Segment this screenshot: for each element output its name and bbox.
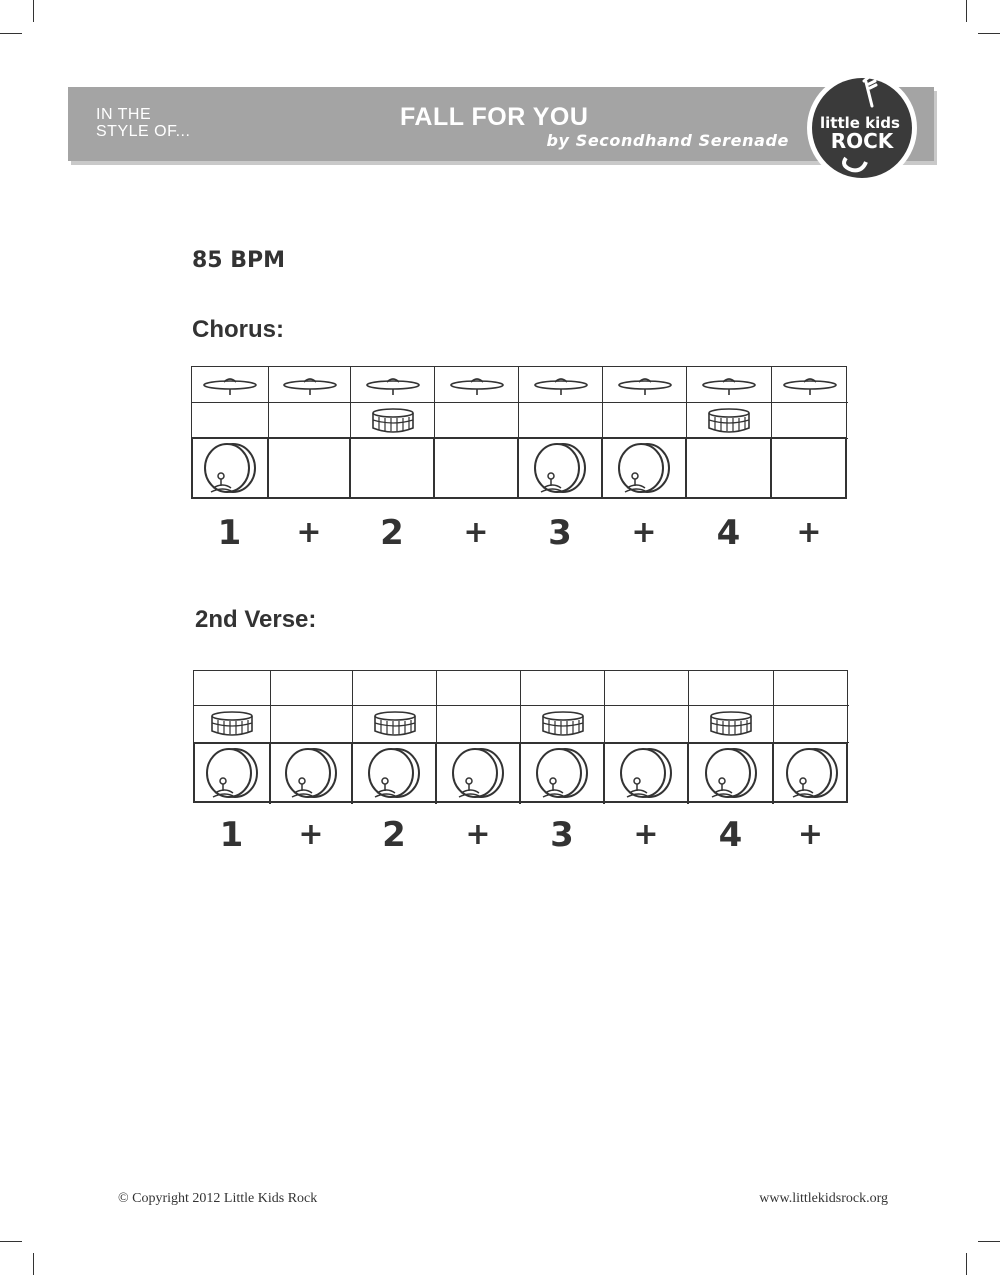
beat-count: 3 xyxy=(550,815,574,855)
crop-mark xyxy=(0,1241,22,1242)
snare-cell xyxy=(192,403,269,439)
bass-drum-icon xyxy=(615,442,673,496)
cymbal-icon xyxy=(617,374,673,396)
website-url: www.littlekidsrock.org xyxy=(759,1191,888,1206)
cymbal-cell xyxy=(603,367,687,403)
in-the-style-of-label: IN THE STYLE OF... xyxy=(96,106,191,140)
and-count: + xyxy=(796,515,822,550)
crop-mark xyxy=(0,33,22,34)
cymbal-icon xyxy=(701,374,757,396)
title-banner xyxy=(68,87,934,161)
logo-text-little-kids: little kids xyxy=(820,114,900,132)
chorus-beat-grid xyxy=(191,366,847,499)
snare-drum-icon xyxy=(707,407,751,435)
bass-drum-icon xyxy=(449,747,507,801)
cymbal-cell xyxy=(605,671,689,706)
kick-cell xyxy=(772,439,848,498)
beat-count: 2 xyxy=(382,815,406,855)
kick-cell xyxy=(687,439,772,498)
kick-cell xyxy=(603,439,687,498)
tempo-label: 85 BPM xyxy=(192,248,286,273)
crop-mark xyxy=(978,33,1000,34)
beat-count: 2 xyxy=(380,513,404,553)
cymbal-cell xyxy=(271,671,353,706)
cymbal-cell xyxy=(269,367,351,403)
beat-count: 4 xyxy=(718,815,743,855)
kick-cell xyxy=(521,743,605,804)
cymbal-cell xyxy=(689,671,774,706)
copyright-notice: © Copyright 2012 Little Kids Rock xyxy=(118,1191,318,1206)
cymbal-icon xyxy=(282,374,338,396)
bass-drum-icon xyxy=(617,747,675,801)
and-count: + xyxy=(631,515,657,550)
second-verse-beat-counts xyxy=(193,815,848,855)
snare-cell xyxy=(194,706,271,743)
beat-count: 1 xyxy=(219,815,244,855)
crop-mark xyxy=(966,0,967,22)
snare-cell xyxy=(605,706,689,743)
cymbal-cell xyxy=(353,671,437,706)
and-count: + xyxy=(465,817,491,852)
kick-cell xyxy=(271,743,353,804)
cymbal-cell xyxy=(521,671,605,706)
cymbal-cell xyxy=(774,671,849,706)
kick-cell xyxy=(437,743,521,804)
cymbal-icon xyxy=(365,374,421,396)
snare-cell xyxy=(774,706,849,743)
beat-count: 1 xyxy=(217,513,242,553)
snare-drum-icon xyxy=(373,710,417,738)
kick-cell xyxy=(192,439,269,498)
cymbal-cell xyxy=(192,367,269,403)
chorus-title: Chorus: xyxy=(192,316,284,343)
cymbal-cell xyxy=(351,367,435,403)
beat-count: 4 xyxy=(716,513,741,553)
snare-drum-icon xyxy=(541,710,585,738)
artist-name: by Secondhand Serenade xyxy=(546,131,789,150)
snare-cell xyxy=(435,403,519,439)
cymbal-cell xyxy=(687,367,772,403)
and-count: + xyxy=(296,515,322,550)
snare-drum-icon xyxy=(371,407,415,435)
snare-cell xyxy=(353,706,437,743)
and-count: + xyxy=(633,817,659,852)
kick-cell xyxy=(351,439,435,498)
snare-cell xyxy=(437,706,521,743)
song-title: FALL FOR YOU xyxy=(400,103,589,131)
cymbal-icon xyxy=(202,374,258,396)
cymbal-icon xyxy=(782,374,838,396)
snare-cell xyxy=(603,403,687,439)
cymbal-cell xyxy=(435,367,519,403)
cymbal-cell xyxy=(519,367,603,403)
bass-drum-icon xyxy=(533,747,591,801)
snare-drum-icon xyxy=(709,710,753,738)
crop-mark xyxy=(966,1253,967,1275)
and-count: + xyxy=(797,817,824,852)
kick-cell xyxy=(774,743,849,804)
chorus-beat-counts xyxy=(191,513,847,553)
second-verse-title: 2nd Verse: xyxy=(195,606,317,633)
kick-cell xyxy=(519,439,603,498)
snare-cell xyxy=(687,403,772,439)
crop-mark xyxy=(33,1253,34,1275)
cymbal-icon xyxy=(449,374,505,396)
crop-mark xyxy=(33,0,34,22)
little-kids-rock-logo xyxy=(806,72,918,184)
snare-cell xyxy=(519,403,603,439)
bass-drum-icon xyxy=(365,747,423,801)
bass-drum-icon xyxy=(201,442,259,496)
and-count: + xyxy=(463,515,489,550)
crop-mark xyxy=(978,1241,1000,1242)
bass-drum-icon xyxy=(783,747,841,801)
snare-drum-icon xyxy=(210,710,254,738)
bass-drum-icon xyxy=(702,747,760,801)
bass-drum-icon xyxy=(531,442,589,496)
snare-cell xyxy=(269,403,351,439)
snare-cell xyxy=(271,706,353,743)
kick-cell xyxy=(269,439,351,498)
snare-cell xyxy=(689,706,774,743)
kick-cell xyxy=(194,743,271,804)
cymbal-cell xyxy=(772,367,848,403)
logo-text-rock: ROCK xyxy=(830,129,894,153)
bass-drum-icon xyxy=(282,747,340,801)
beat-count: 3 xyxy=(548,513,572,553)
snare-cell xyxy=(772,403,848,439)
snare-cell xyxy=(351,403,435,439)
cymbal-icon xyxy=(533,374,589,396)
kick-cell xyxy=(353,743,437,804)
kick-cell xyxy=(605,743,689,804)
kick-cell xyxy=(435,439,519,498)
snare-cell xyxy=(521,706,605,743)
second-verse-beat-grid xyxy=(193,670,848,803)
and-count: + xyxy=(298,817,324,852)
cymbal-cell xyxy=(437,671,521,706)
kick-cell xyxy=(689,743,774,804)
cymbal-cell xyxy=(194,671,271,706)
bass-drum-icon xyxy=(203,747,261,801)
